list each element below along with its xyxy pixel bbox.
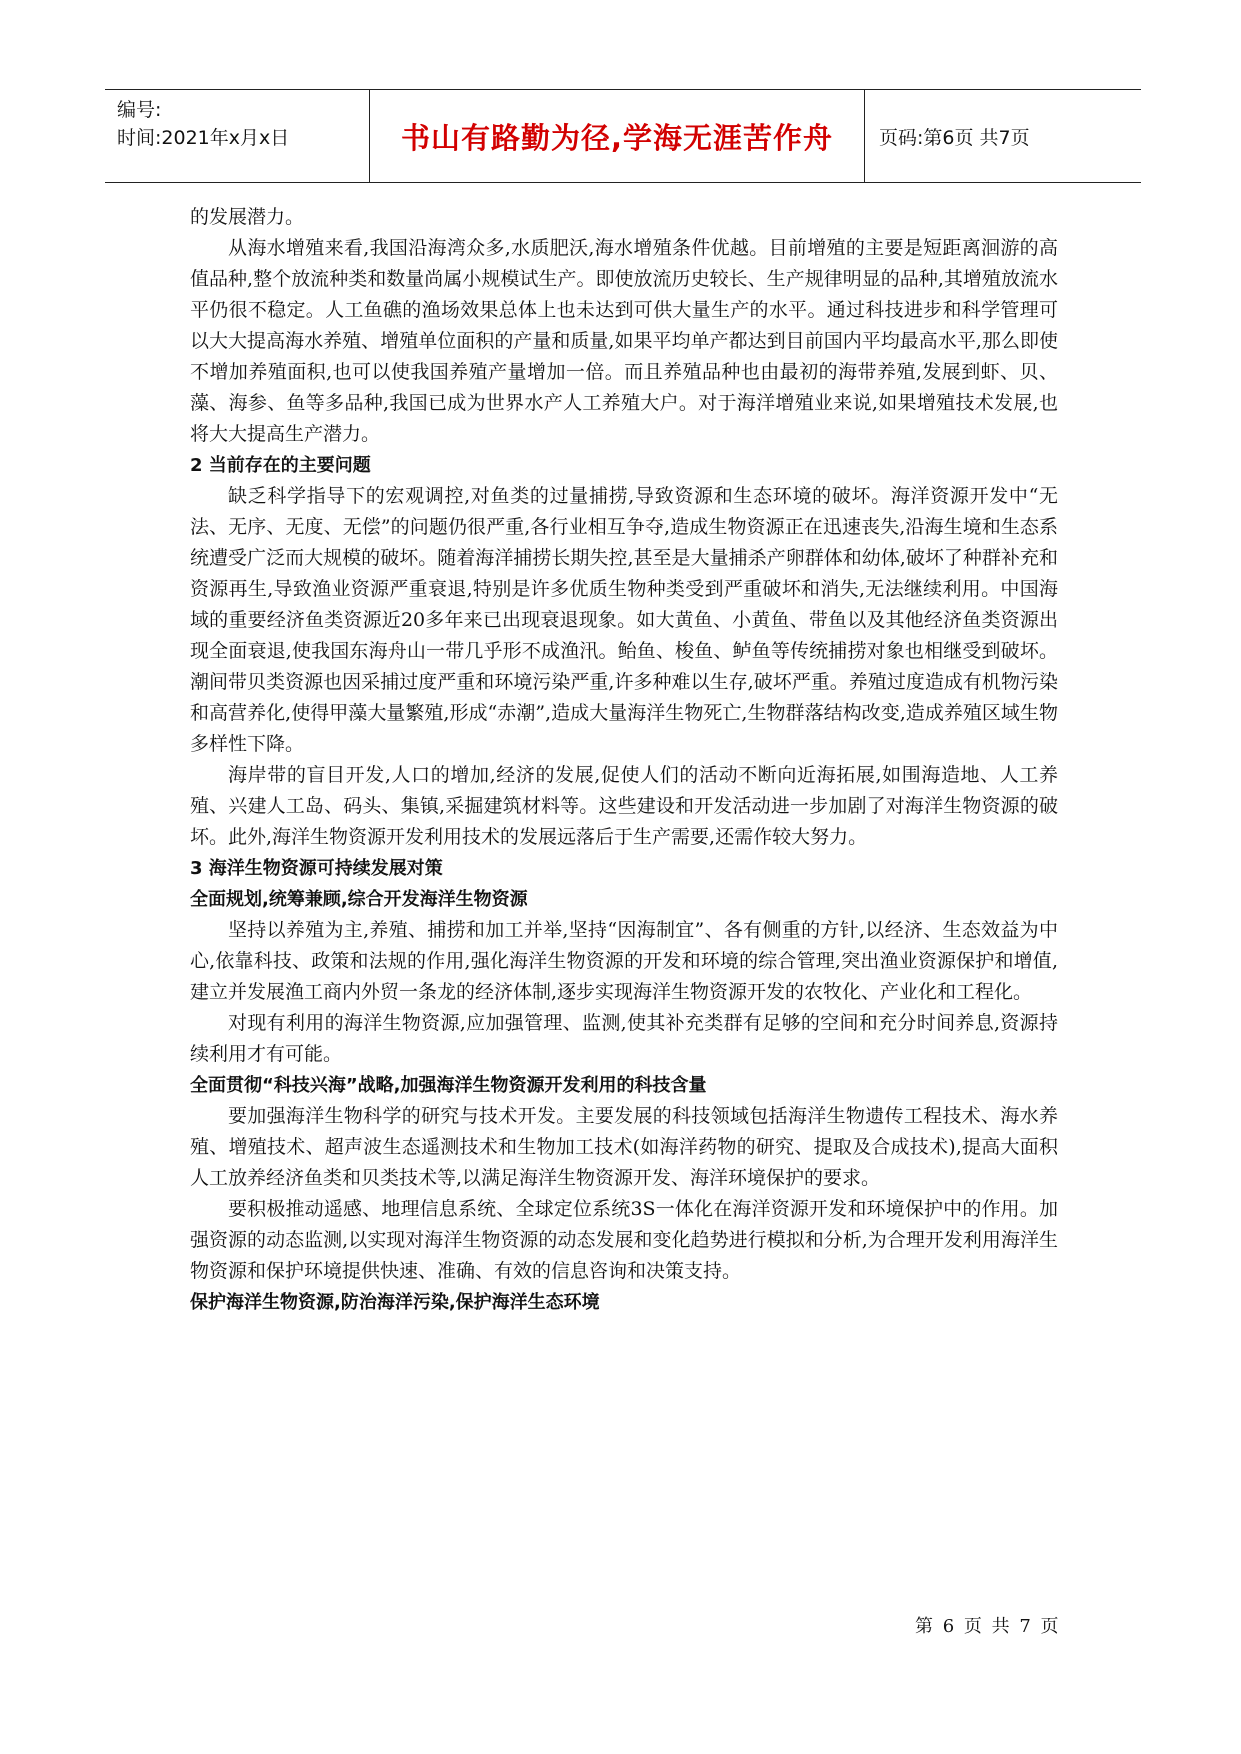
subsection-heading: 保护海洋生物资源,防治海洋污染,保护海洋生态环境 <box>190 1292 600 1313</box>
document-number-label: 编号: <box>117 99 162 121</box>
paragraph: 的发展潜力。 <box>190 206 305 228</box>
paragraph: 坚持以养殖为主,养殖、捕捞和加工并举,坚持“因海制宜”、各有侧重的方针,以经济、生态效益为中心,依靠科技、政策和法规的作用,强化海洋生物资源的开发和环境的综合管理,突出渔业资源保护和增值,建立并发展渔工商内外贸一条龙的经济体制,逐步实现海洋生物资源开发的农牧化、产业化和工程化。 <box>190 919 1058 1003</box>
section-heading: 2 当前存在的主要问题 <box>190 455 371 476</box>
page-footer: 第 6 页 共 7 页 <box>915 1616 1061 1637</box>
document-body <box>190 202 1058 1318</box>
paragraph: 海岸带的盲目开发,人口的增加,经济的发展,促使人们的活动不断向近海拓展,如围海造地、人工养殖、兴建人工岛、码头、集镇,采掘建筑材料等。这些建设和开发活动进一步加剧了对海洋生物资源的破坏。此外,海洋生物资源开发利用技术的发展远落后于生产需要,还需作较大努力。 <box>190 764 1058 848</box>
header-motto: 书山有路勤为径,学海无涯苦作舟 <box>370 90 865 182</box>
section-heading: 3 海洋生物资源可持续发展对策 <box>190 858 443 879</box>
page-header <box>105 89 1141 183</box>
paragraph: 要加强海洋生物科学的研究与技术开发。主要发展的科技领域包括海洋生物遗传工程技术、海水养殖、增殖技术、超声波生态遥测技术和生物加工技术(如海洋药物的研究、提取及合成技术),提高大面积人工放养经济鱼类和贝类技术等,以满足海洋生物资源开发、海洋环境保护的要求。 <box>190 1105 1058 1189</box>
subsection-heading: 全面规划,统筹兼顾,综合开发海洋生物资源 <box>190 889 528 910</box>
subsection-heading: 全面贯彻“科技兴海”战略,加强海洋生物资源开发利用的科技含量 <box>190 1075 707 1096</box>
paragraph: 对现有利用的海洋生物资源,应加强管理、监测,使其补充类群有足够的空间和充分时间养息,资源持续利用才有可能。 <box>190 1012 1058 1065</box>
header-meta <box>105 90 370 182</box>
header-page-info: 页码:第6页 共7页 <box>879 126 1030 149</box>
document-time-label: 时间:2021年x月x日 <box>117 127 290 149</box>
paragraph: 缺乏科学指导下的宏观调控,对鱼类的过量捕捞,导致资源和生态环境的破坏。海洋资源开发中“无法、无序、无度、无偿”的问题仍很严重,各行业相互争夺,造成生物资源正在迅速丧失,沿海生境和生态系统遭受广泛而大规模的破坏。随着海洋捕捞长期失控,甚至是大量捕杀产卵群体和幼体,破坏了种群补充和资源再生,导致渔业资源严重衰退,特别是许多优质生物种类受到严重破坏和消失,无法继续利用。中国海域的重要经济鱼类资源近20多年来已出现衰退现象。如大黄鱼、小黄鱼、带鱼以及其他经济鱼类资源出现全面衰退,使我国东海舟山一带几乎形不成渔汛。鲐鱼、梭鱼、鲈鱼等传统捕捞对象也相继受到破坏。潮间带贝类资源也因采捕过度严重和环境污染严重,许多种难以生存,破坏严重。养殖过度造成有机物污染和高营养化,使得甲藻大量繁殖,形成“赤潮”,造成大量海洋生物死亡,生物群落结构改变,造成养殖区域生物多样性下降。 <box>190 485 1058 755</box>
paragraph: 从海水增殖来看,我国沿海湾众多,水质肥沃,海水增殖条件优越。目前增殖的主要是短距离洄游的高值品种,整个放流种类和数量尚属小规模试生产。即使放流历史较长、生产规律明显的品种,其增殖放流水平仍很不稳定。人工鱼礁的渔场效果总体上也未达到可供大量生产的水平。通过科技进步和科学管理可以大大提高海水养殖、增殖单位面积的产量和质量,如果平均单产都达到目前国内平均最高水平,那么即使不增加养殖面积,也可以使我国养殖产量增加一倍。而且养殖品种也由最初的海带养殖,发展到虾、贝、藻、海参、鱼等多品种,我国已成为世界水产人工养殖大户。对于海洋增殖业来说,如果增殖技术发展,也将大大提高生产潜力。 <box>190 237 1058 445</box>
paragraph: 要积极推动遥感、地理信息系统、全球定位系统3S一体化在海洋资源开发和环境保护中的作用。加强资源的动态监测,以实现对海洋生物资源的动态发展和变化趋势进行模拟和分析,为合理开发利用海洋生物资源和保护环境提供快速、准确、有效的信息咨询和决策支持。 <box>190 1198 1058 1282</box>
